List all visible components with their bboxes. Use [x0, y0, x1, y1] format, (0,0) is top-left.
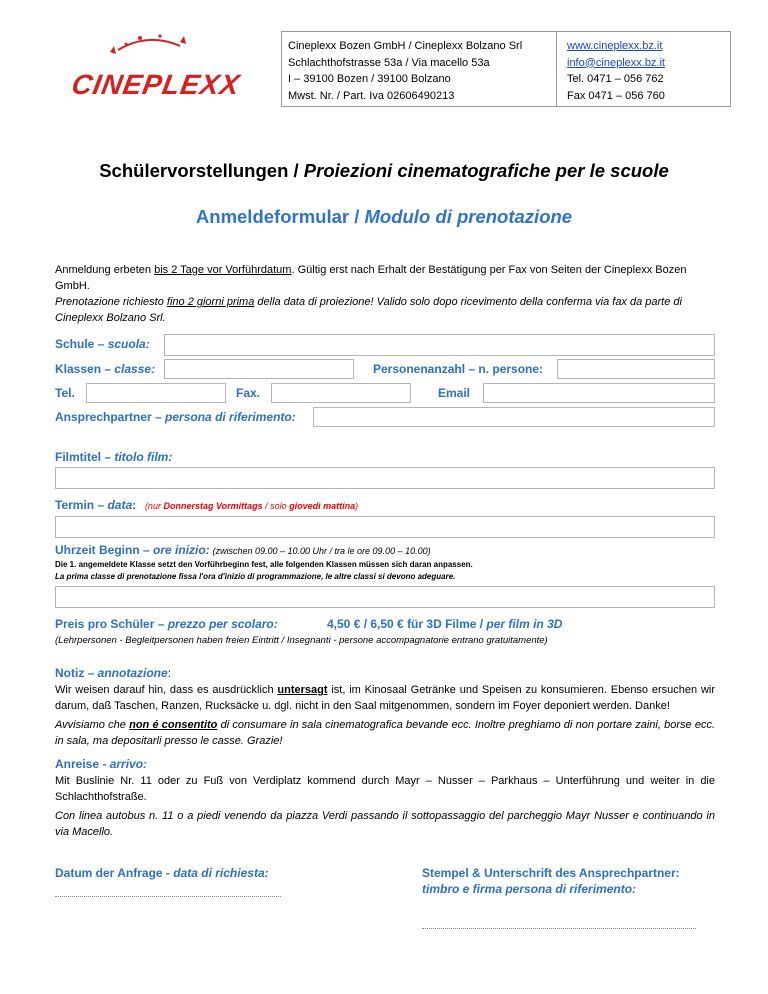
- persons-label: Personenanzahl – n. persone:: [373, 362, 544, 376]
- class-label: Klassen – classe:: [55, 362, 156, 376]
- price-value: 4,50 € / 6,50 € für 3D Filme / per film in 3D: [327, 617, 563, 631]
- price-label: Preis pro Schüler – prezzo per scolaro:: [55, 617, 278, 631]
- signature-line[interactable]: [422, 928, 696, 929]
- contact-person-input[interactable]: [313, 407, 715, 427]
- note-text-de: Wir weisen darauf hin, dass es ausdrücklich untersagt ist, im Kinosaal Getränke und Speisen zu konsumieren. Ebenso ersuchen wir darum, daß Taschen, Ranzen, Rucksäcke u. dgl. nicht in den Saal mitgenommen, sondern im Foyer deponiert werden. Danke!: [55, 684, 715, 712]
- date-input[interactable]: [55, 516, 715, 538]
- cineplexx-logo: [60, 32, 243, 112]
- film-title-label: Filmtitel – titolo film:: [55, 450, 173, 464]
- directions-text-it: Con linea autobus n. 11 o a piedi venendo da piazza Verdi passando il sottopassaggio del parcheggio Mayr Nusser e continuando in via Macello.: [55, 810, 715, 838]
- request-date-label: Datum der Anfrage - data di richiesta:: [55, 866, 269, 880]
- company-name: Cineplexx Bozen GmbH / Cineplexx Bolzano Srl: [288, 40, 523, 52]
- website-link[interactable]: www.cineplexx.bz.it: [567, 40, 663, 52]
- start-time-hint: (zwischen 09.00 – 10.00 Uhr / tra le ore 09.00 – 10.00): [212, 546, 431, 556]
- email-link[interactable]: info@cineplexx.bz.it: [567, 56, 665, 69]
- note-text-it: Avvisiamo che non é consentito di consumare in sala cinematografica bevande ecc. Inoltre preghiamo di non portare zaini, borse ecc. in sala, ma depositarli presso le casse. Grazie!: [55, 719, 715, 747]
- start-time-info-de: Die 1. angemeldete Klasse setzt den Vorführbeginn fest, alle folgenden Klassen müssen sich daran anpassen.: [55, 560, 473, 569]
- school-label: Schule – scuola:: [55, 337, 150, 351]
- date-label: Termin – data: (nur Donnerstag Vormittags / solo giovedì mattina): [55, 498, 359, 512]
- start-time-input[interactable]: [55, 586, 715, 608]
- form-subtitle: Anmeldeformular / Modulo di prenotazione: [195, 206, 573, 227]
- price-note: (Lehrpersonen - Begleitpersonen haben freien Eintritt / Insegnanti - persone accompagnatorie entrano gratuitamente): [55, 635, 548, 646]
- company-contacts: [567, 38, 665, 104]
- note-heading: Notiz – annotazione:: [55, 666, 172, 680]
- persons-input[interactable]: [557, 359, 715, 379]
- film-title-input[interactable]: [55, 467, 715, 489]
- page-title: Schülervorstellungen / Proiezioni cinematografiche per le scuole: [99, 160, 669, 181]
- start-time-label: Uhrzeit Beginn – ore inizio: (zwischen 09.00 – 10.00 Uhr / tra le ore 09.00 – 10.00): [55, 543, 431, 557]
- email-label: Email: [438, 386, 471, 400]
- school-input[interactable]: [164, 334, 715, 356]
- company-phone: Tel. 0471 – 056 762: [567, 73, 664, 85]
- company-info-box: [281, 31, 731, 107]
- email-input[interactable]: [483, 383, 715, 403]
- request-date-line[interactable]: [55, 896, 281, 897]
- company-city: I – 39100 Bozen / 39100 Bolzano: [288, 73, 451, 85]
- date-hint: (nur Donnerstag Vormittags / solo giovedì mattina): [144, 501, 359, 511]
- start-time-info-it: La prima classe di prenotazione fissa l'ora d'inizio di programmazione, le altre classi si devono adeguare.: [55, 572, 456, 581]
- logo-wordmark: CINEPLEXX: [69, 69, 243, 100]
- stamp-signature-label-it: timbro e firma persona di riferimento:: [422, 882, 637, 896]
- tel-input[interactable]: [86, 383, 226, 403]
- contact-person-label: Ansprechpartner – persona di riferimento:: [55, 410, 296, 424]
- fax-input[interactable]: [271, 383, 411, 403]
- company-street: Schlachthofstrasse 53a / Via macello 53a: [288, 56, 490, 69]
- directions-text-de: Mit Buslinie Nr. 11 oder zu Fuß von Verdiplatz kommend durch Mayr – Nusser – Parkhaus – Unterführung und weiter in die Schlachthofstraße.: [55, 775, 715, 803]
- fax-label: Fax.: [236, 386, 261, 400]
- tel-label: Tel.: [55, 386, 75, 400]
- class-input[interactable]: [164, 359, 354, 379]
- company-vat: Mwst. Nr. / Part. Iva 02606490213: [288, 89, 455, 102]
- booking-notice: Anmeldung erbeten bis 2 Tage vor Vorführdatum. Gültig erst nach Erhalt der Bestätigung per Fax von Seiten der Cineplexx Bozen GmbH. Prenotazione richiesto fino 2 giorni prima della data di proiezione! Valido solo dopo ricevimento della conferma via fax da parte di Cineplexx Bolzano Srl.: [55, 264, 687, 324]
- company-address: [288, 38, 522, 104]
- stamp-signature-label: Stempel & Unterschrift des Ansprechpartner:: [422, 866, 680, 880]
- directions-heading: Anreise - arrivo:: [55, 757, 148, 771]
- company-fax: Fax 0471 – 056 760: [567, 89, 665, 102]
